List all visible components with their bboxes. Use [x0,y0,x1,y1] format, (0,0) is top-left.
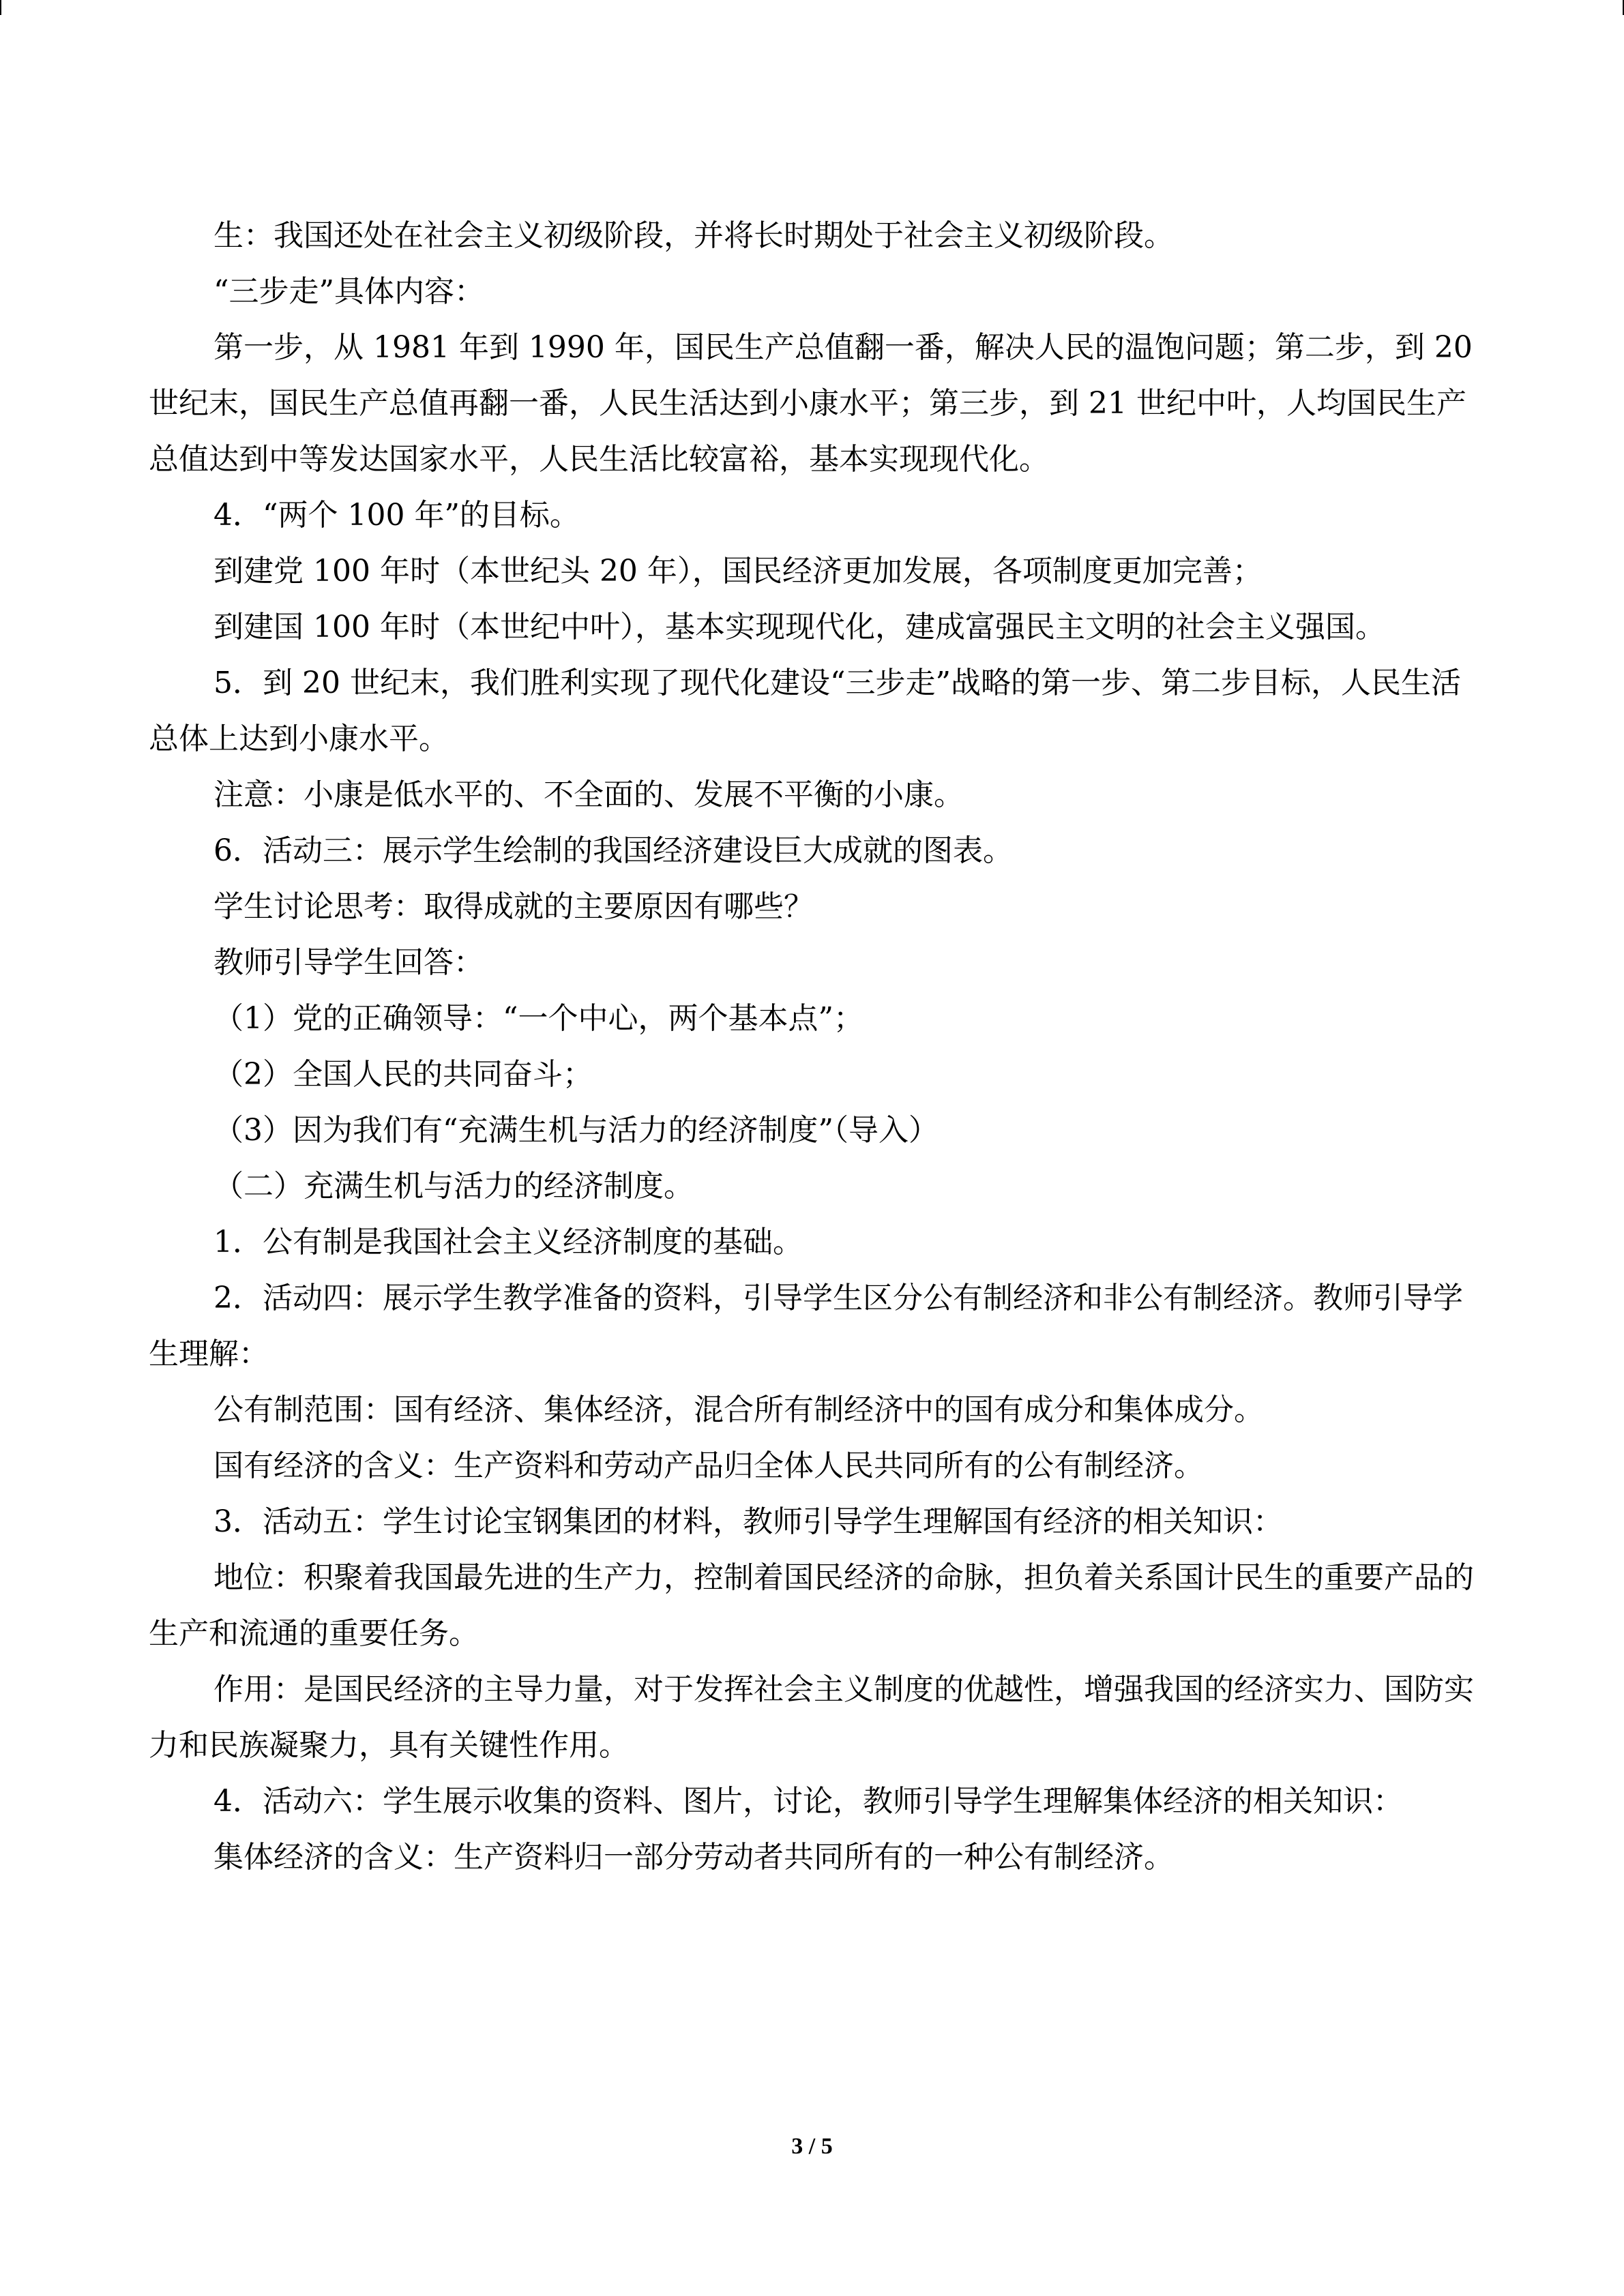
paragraph: 注意：小康是低水平的、不全面的、发展不平衡的小康。 [213,777,964,812]
paragraph: （二）充满生机与活力的经济制度。 [213,1169,694,1204]
paragraph: 6．活动三：展示学生绘制的我国经济建设巨大成就的图表。 [213,833,1013,868]
paragraph: 生：我国还处在社会主义初级阶段，并将长时期处于社会主义初级阶段。 [213,218,1174,253]
paragraph: 到建党 100 年时（本世纪头 20 年），国民经济更加发展，各项制度更加完善； [213,554,1263,588]
paragraph: “三步走”具体内容： [213,274,484,309]
paragraph: 公有制范围：国有经济、集体经济，混合所有制经济中的国有成分和集体成分。 [213,1392,1264,1427]
paragraph: 作用：是国民经济的主导力量，对于发挥社会主义制度的优越性，增强我国的经济实力、国防实力和民族凝聚力，具有关键性作用。 [149,1672,1474,1763]
paragraph: 到建国 100 年时（本世纪中叶），基本实现现代化，建成富强民主文明的社会主义强国。 [213,610,1385,644]
paragraph: 4．活动六：学生展示收集的资料、图片，讨论，教师引导学生理解集体经济的相关知识： [213,1784,1403,1819]
paragraph: 4．“两个 100 年”的目标。 [213,498,580,533]
document-body [149,208,1482,1885]
crop-mark-left [0,0,1,15]
paragraph: 5．到 20 世纪末，我们胜利实现了现代化建设“三步走”战略的第一步、第二步目标，人民生活总体上达到小康水平。 [149,666,1461,756]
page-number: 3 / 5 [791,2134,833,2159]
paragraph: 第一步，从 1981 年到 1990 年，国民生产总值翻一番，解决人民的温饱问题；第二步，到 20 世纪末，国民生产总值再翻一番，人民生活达到小康水平；第三步，到 21 世纪中叶，人均国民生产总值达到中等发达国家水平，人民生活比较富裕，基本实现现代化。 [149,330,1482,477]
paragraph: 教师引导学生回答： [213,945,484,980]
paragraph: 国有经济的含义：生产资料和劳动产品归全体人民共同所有的公有制经济。 [213,1448,1204,1483]
paragraph: 3．活动五：学生讨论宝钢集团的材料，教师引导学生理解国有经济的相关知识： [213,1504,1283,1539]
paragraph: 1．公有制是我国社会主义经济制度的基础。 [213,1225,803,1259]
paragraph: （1）党的正确领导：“一个中心，两个基本点”； [213,1001,863,1036]
paragraph: （2）全国人民的共同奋斗； [213,1057,593,1092]
paragraph: 集体经济的含义：生产资料归一部分劳动者共同所有的一种公有制经济。 [213,1840,1174,1875]
paragraph: 地位：积聚着我国最先进的生产力，控制着国民经济的命脉，担负着关系国计民生的重要产品的生产和流通的重要任务。 [149,1560,1474,1651]
paragraph: 学生讨论思考：取得成就的主要原因有哪些？ [213,889,814,924]
paragraph: （3）因为我们有“充满生机与活力的经济制度”（导入） [213,1113,939,1148]
paragraph: 2．活动四：展示学生教学准备的资料，引导学生区分公有制经济和非公有制经济。教师引导学生理解： [149,1281,1463,1371]
